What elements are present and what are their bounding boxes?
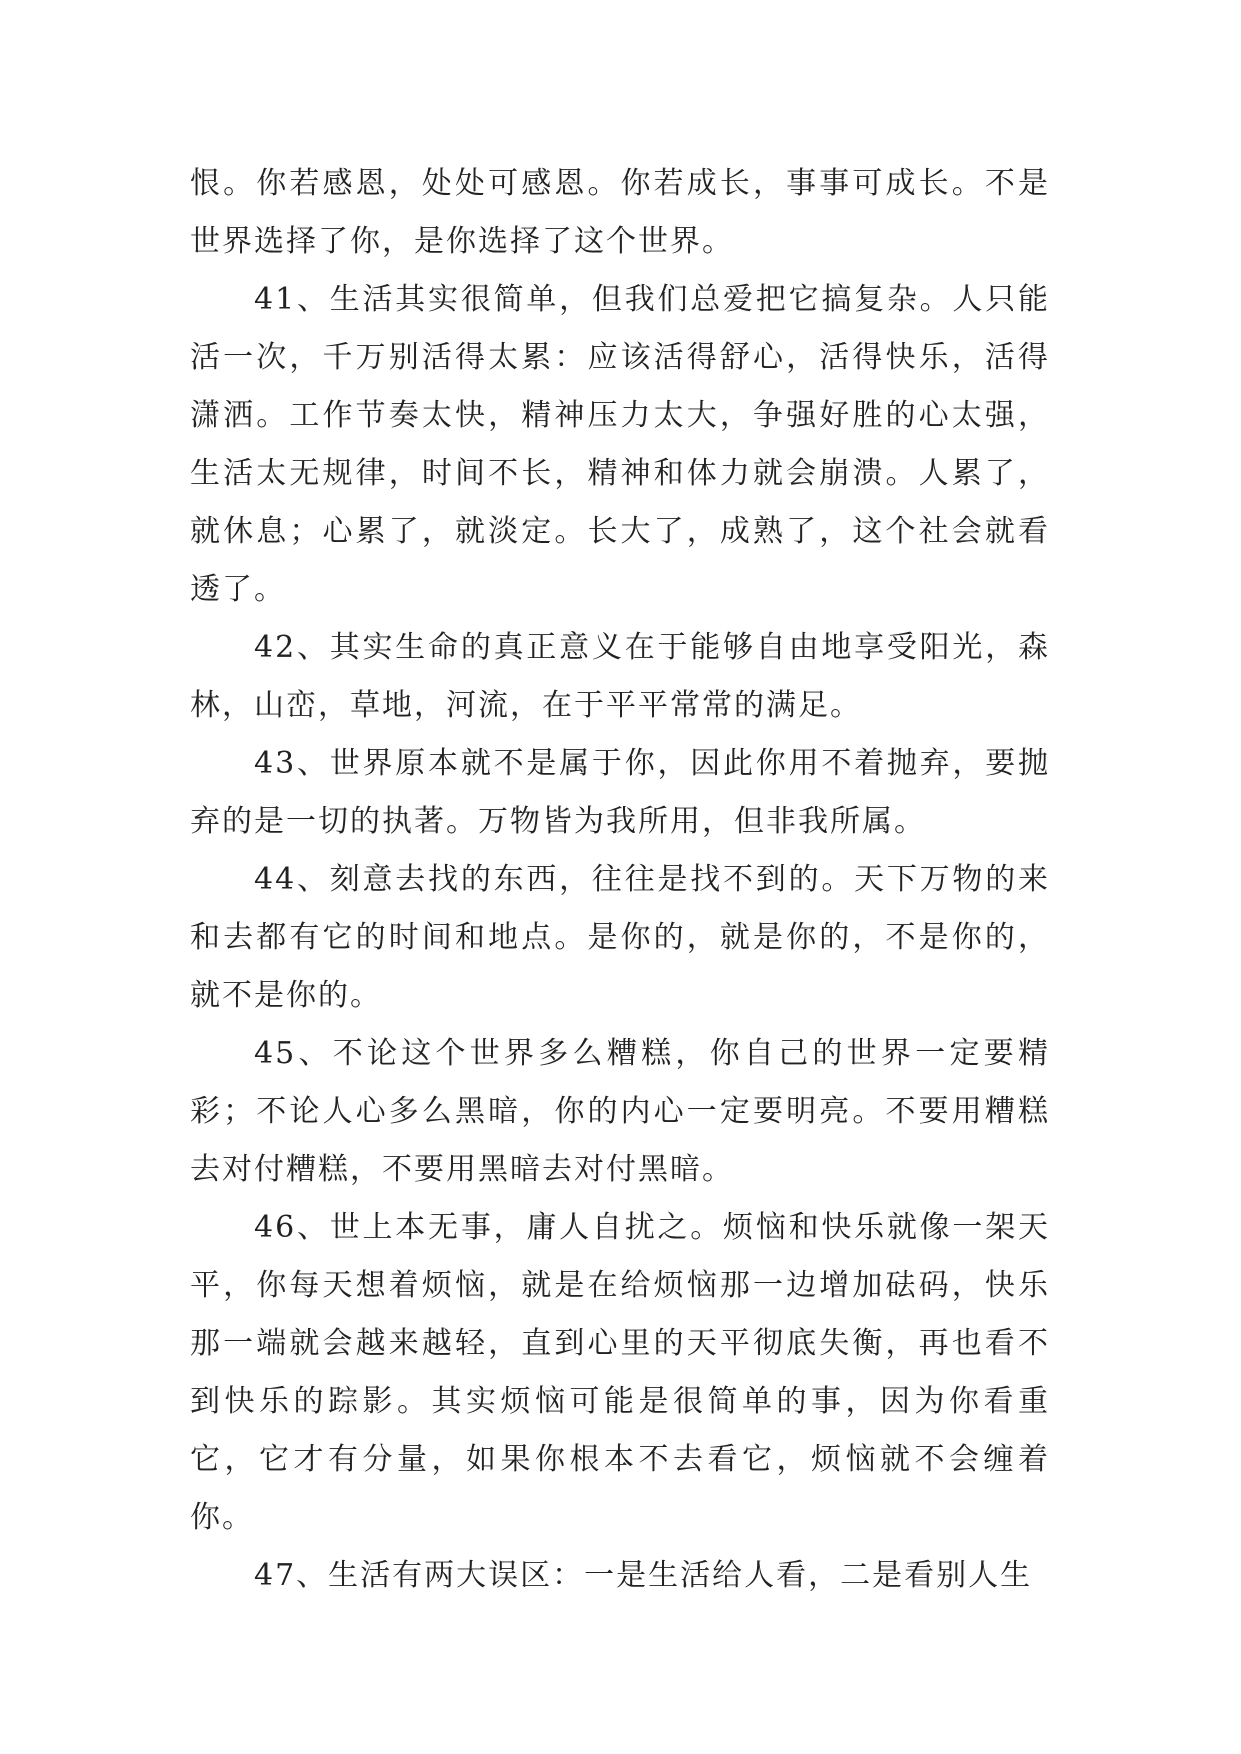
paragraph-42: 42、其实生命的真正意义在于能够自由地享受阳光，森林，山峦，草地，河流，在于平平常常的满足。 [190,630,1050,723]
paragraph-continuation: 恨。你若感恩，处处可感恩。你若成长，事事可成长。不是世界选择了你，是你选择了这个世界。 [190,166,1050,259]
paragraph-43: 43、世界原本就不是属于你，因此你用不着抛弃，要抛弃的是一切的执著。万物皆为我所用，但非我所属。 [190,746,1050,839]
paragraph-46: 46、世上本无事，庸人自扰之。烦恼和快乐就像一架天平，你每天想着烦恼，就是在给烦恼那一边增加砝码，快乐那一端就会越来越轻，直到心里的天平彻底失衡，再也看不到快乐的踪影。其实烦恼可能是很简单的事，因为你看重它，它才有分量，如果你根本不去看它，烦恼就不会缠着你。 [190,1210,1050,1535]
paragraph-47: 47、生活有两大误区：一是生活给人看，二是看别人生 [254,1558,1033,1593]
paragraph-41: 41、生活其实很简单，但我们总爱把它搞复杂。人只能活一次，千万别活得太累：应该活得舒心，活得快乐，活得潇洒。工作节奏太快，精神压力太大，争强好胜的心太强，生活太无规律，时间不长，精神和体力就会崩溃。人累了，就休息；心累了，就淡定。长大了，成熟了，这个社会就看透了。 [190,282,1050,607]
paragraph-44: 44、刻意去找的东西，往往是找不到的。天下万物的来和去都有它的时间和地点。是你的，就是你的，不是你的，就不是你的。 [190,862,1050,1013]
document-body [190,155,1050,1605]
paragraph-45: 45、不论这个世界多么糟糕，你自己的世界一定要精彩；不论人心多么黑暗，你的内心一定要明亮。不要用糟糕去对付糟糕，不要用黑暗去对付黑暗。 [190,1036,1050,1187]
